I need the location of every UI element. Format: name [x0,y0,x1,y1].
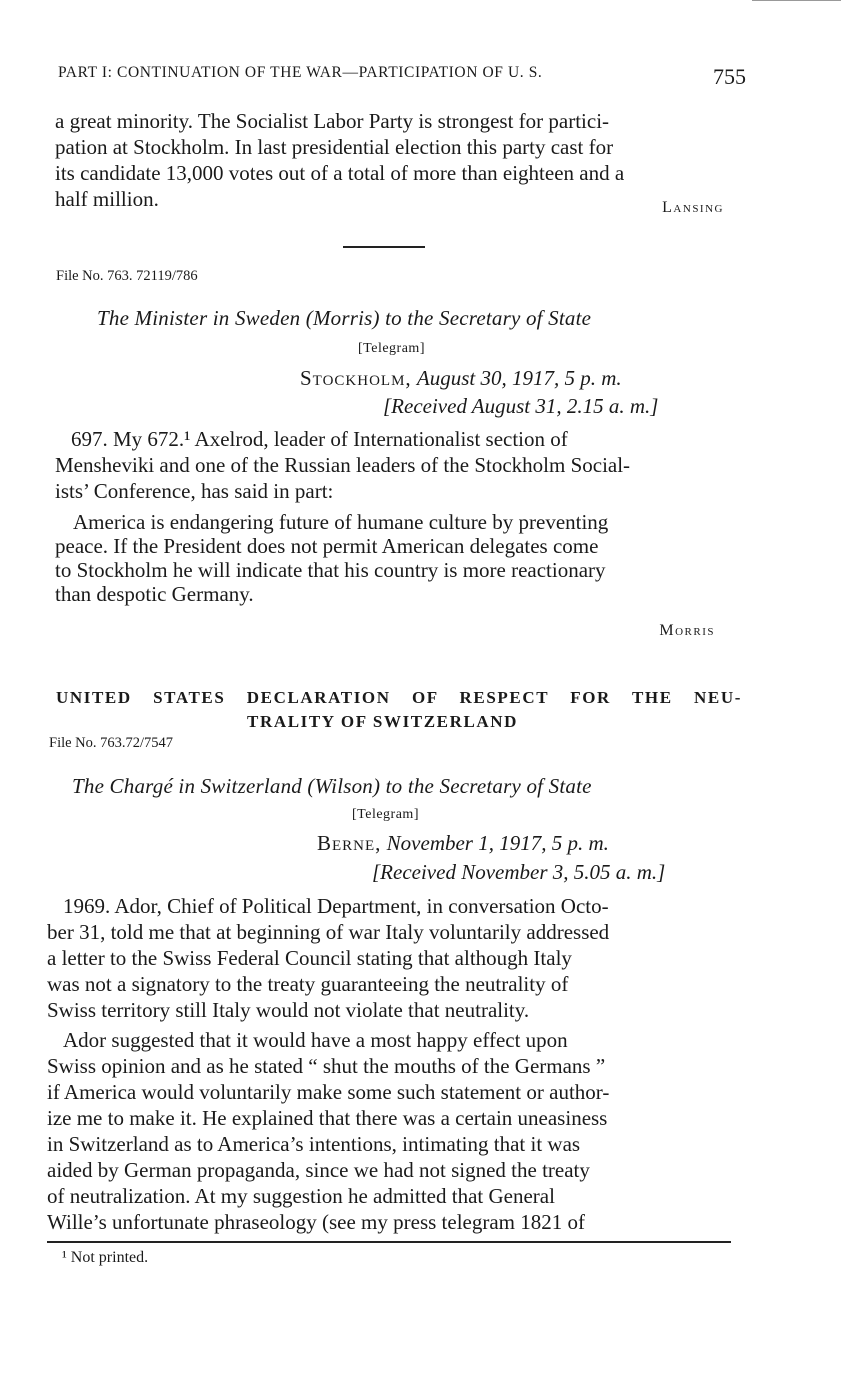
running-header: PART I: CONTINUATION OF THE WAR—PARTICIPATION OF U. S. [58,64,543,81]
text-line: in Switzerland as to America’s intentions, intimating that it was [47,1132,581,1156]
dateline [317,831,609,856]
document-title: The Minister in Sweden (Morris) to the Secretary of State [97,306,592,330]
top-edge-line [752,0,841,1]
text-line: ists’ Conference, has said in part: [55,479,334,503]
signature-lansing: Lansing [662,199,724,216]
text-line: a great minority. The Socialist Labor Party is strongest for partici- [55,109,610,133]
text-line: Swiss territory still Italy would not violate that neutrality. [47,998,530,1022]
text-line: America is endangering future of humane culture by preventing [73,510,609,534]
footnote-rule [47,1241,731,1243]
text-line: to Stockholm he will indicate that his country is more reactionary [55,558,606,582]
text-line: was not a signatory to the treaty guaranteeing the neutrality of [47,972,569,996]
text-line: its candidate 13,000 votes out of a total of more than eighteen and a [55,161,625,185]
sent-date: August 30, 1917, 5 p. m. [416,366,622,390]
file-number: File No. 763.72/7547 [49,735,174,751]
text-line: peace. If the President does not permit American delegates come [55,534,599,558]
sent-date: November 1, 1917, 5 p. m. [386,831,609,855]
file-number: File No. 763. 72119/786 [56,268,198,284]
signature-morris: Morris [659,622,715,639]
message-paragraph [47,1027,735,1235]
text-line: ize me to make it. He explained that there was a certain uneasiness [47,1106,608,1130]
section-title-line-2: TRALITY OF SWITZERLAND [247,712,519,731]
message-paragraph [47,893,735,1023]
text-line: 697. My 672.¹ Axelrod, leader of Internationalist section of [71,427,568,451]
text-line: a letter to the Swiss Federal Council stating that although Italy [47,946,572,970]
message-paragraph [55,426,738,504]
telegram-label: [Telegram] [358,341,425,356]
place-name: Berne, [317,831,382,855]
text-line: if America would voluntarily make some such statement or author- [47,1080,610,1104]
dateline [300,366,622,391]
text-line: Swiss opinion and as he stated “ shut the mouths of the Germans ” [47,1054,606,1078]
text-line: of neutralization. At my suggestion he admitted that General [47,1184,555,1208]
place-name: Stockholm, [300,366,412,390]
section-divider [343,246,425,248]
footnote: ¹ Not printed. [62,1249,149,1266]
quoted-statement [55,510,738,606]
text-line: Mensheviki and one of the Russian leaders of the Stockholm Social- [55,453,631,477]
section-title-line-1: UNITED STATES DECLARATION OF RESPECT FOR THE NEU- [56,688,742,707]
page-number: 755 [713,64,746,89]
document-title: The Chargé in Switzerland (Wilson) to the Secretary of State [72,774,592,798]
text-line: half million. [55,187,159,211]
text-line: 1969. Ador, Chief of Political Department, in conversation Octo- [63,894,609,918]
text-line: Ador suggested that it would have a most happy effect upon [63,1028,568,1052]
telegram-label: [Telegram] [352,807,419,822]
received-line: [Received November 3, 5.05 a. m.] [372,860,666,884]
text-line: pation at Stockholm. In last presidential election this party cast for [55,135,614,159]
text-line: Wille’s unfortunate phraseology (see my press telegram 1821 of [47,1210,586,1234]
intro-paragraph [55,108,738,212]
received-line: [Received August 31, 2.15 a. m.] [383,394,659,418]
text-line: aided by German propaganda, since we had not signed the treaty [47,1158,590,1182]
text-line: ber 31, told me that at beginning of war Italy voluntarily addressed [47,920,610,944]
text-line: than despotic Germany. [55,582,254,606]
